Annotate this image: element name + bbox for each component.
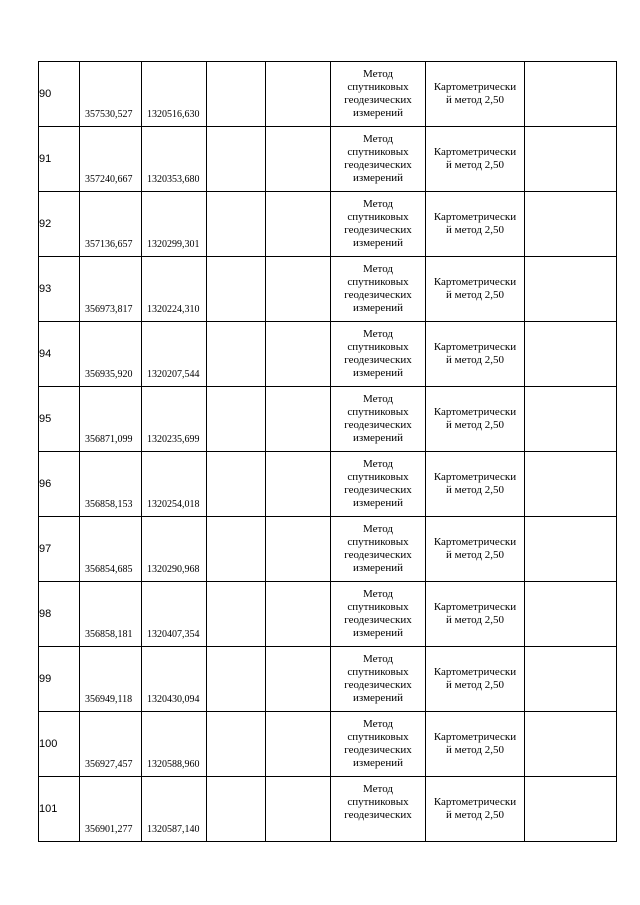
method-line: измерений <box>353 367 403 379</box>
method-cell <box>331 192 426 257</box>
method-cell <box>331 452 426 517</box>
coord-x-cell <box>80 127 142 192</box>
precision-line: й метод 2,50 <box>446 809 504 821</box>
empty-cell <box>207 322 266 387</box>
precision-line: Картометрически <box>433 406 517 418</box>
method-line: измерений <box>353 497 403 509</box>
method-line: спутниковых <box>347 211 409 223</box>
coord-x: 357240,667 <box>85 174 133 185</box>
empty-cell <box>266 62 331 127</box>
coord-x-cell <box>80 62 142 127</box>
empty-cell <box>207 712 266 777</box>
method-cell <box>331 647 426 712</box>
method-line: спутниковых <box>347 666 409 678</box>
point-number: 90 <box>39 62 80 127</box>
method-line: измерений <box>353 107 403 119</box>
precision-line: й метод 2,50 <box>446 679 504 691</box>
precision-cell <box>426 127 525 192</box>
empty-cell <box>525 777 617 842</box>
empty-cell <box>207 647 266 712</box>
table-row <box>39 582 617 647</box>
method-line: геодезических <box>344 354 412 366</box>
method-line: спутниковых <box>347 341 409 353</box>
empty-cell <box>266 712 331 777</box>
precision-line: Картометрически <box>433 276 517 288</box>
empty-cell <box>207 387 266 452</box>
point-number: 95 <box>39 387 80 452</box>
precision-cell <box>426 322 525 387</box>
empty-cell <box>207 582 266 647</box>
method-line: Метод <box>363 458 393 470</box>
empty-cell <box>525 647 617 712</box>
coord-x-cell <box>80 777 142 842</box>
coord-y: 1320588,960 <box>147 759 200 770</box>
method-line: измерений <box>353 302 403 314</box>
coord-x: 356973,817 <box>85 304 133 315</box>
table-row <box>39 192 617 257</box>
coord-x: 356901,277 <box>85 824 133 835</box>
point-number: 93 <box>39 257 80 322</box>
coord-y-cell <box>142 777 207 842</box>
coord-x-cell <box>80 712 142 777</box>
coord-y: 1320407,354 <box>147 629 200 640</box>
method-line: спутниковых <box>347 796 409 808</box>
method-line: Метод <box>363 133 393 145</box>
empty-cell <box>207 452 266 517</box>
empty-cell <box>525 712 617 777</box>
method-line: спутниковых <box>347 81 409 93</box>
precision-line: Картометрически <box>433 146 517 158</box>
method-line: спутниковых <box>347 406 409 418</box>
method-cell <box>331 387 426 452</box>
empty-cell <box>266 322 331 387</box>
empty-cell <box>207 777 266 842</box>
coord-x-cell <box>80 257 142 322</box>
point-number: 94 <box>39 322 80 387</box>
coord-y-cell <box>142 517 207 582</box>
precision-line: Картометрически <box>433 471 517 483</box>
empty-cell <box>525 257 617 322</box>
method-line: Метод <box>363 523 393 535</box>
precision-line: Картометрически <box>433 796 517 808</box>
empty-cell <box>207 257 266 322</box>
method-line: геодезических <box>344 289 412 301</box>
coord-x-cell <box>80 647 142 712</box>
method-line: Метод <box>363 783 393 795</box>
method-line: измерений <box>353 757 403 769</box>
method-line: спутниковых <box>347 146 409 158</box>
coord-y-cell <box>142 452 207 517</box>
empty-cell <box>207 127 266 192</box>
empty-cell <box>266 777 331 842</box>
precision-line: Картометрически <box>433 731 517 743</box>
empty-cell <box>525 387 617 452</box>
method-line: геодезических <box>344 94 412 106</box>
table-row <box>39 62 617 127</box>
point-number: 99 <box>39 647 80 712</box>
precision-cell <box>426 387 525 452</box>
coord-y-cell <box>142 127 207 192</box>
method-line: Метод <box>363 718 393 730</box>
empty-cell <box>207 192 266 257</box>
point-number: 101 <box>39 777 80 842</box>
coord-x: 356927,457 <box>85 759 133 770</box>
coord-x-cell <box>80 517 142 582</box>
precision-cell <box>426 62 525 127</box>
point-number: 91 <box>39 127 80 192</box>
precision-line: Картометрически <box>433 211 517 223</box>
coord-y-cell <box>142 387 207 452</box>
table-row <box>39 647 617 712</box>
method-line: измерений <box>353 172 403 184</box>
empty-cell <box>525 322 617 387</box>
precision-cell <box>426 452 525 517</box>
empty-cell <box>525 452 617 517</box>
empty-cell <box>207 62 266 127</box>
method-line: измерений <box>353 432 403 444</box>
table-row <box>39 517 617 582</box>
coord-y-cell <box>142 62 207 127</box>
empty-cell <box>525 62 617 127</box>
precision-line: й метод 2,50 <box>446 159 504 171</box>
method-line: спутниковых <box>347 471 409 483</box>
coord-y-cell <box>142 257 207 322</box>
coord-y: 1320207,544 <box>147 369 200 380</box>
method-line: измерений <box>353 627 403 639</box>
empty-cell <box>266 387 331 452</box>
table-row <box>39 387 617 452</box>
method-line: спутниковых <box>347 276 409 288</box>
coord-y-cell <box>142 582 207 647</box>
precision-line: й метод 2,50 <box>446 354 504 366</box>
method-line: Метод <box>363 588 393 600</box>
method-line: Метод <box>363 263 393 275</box>
method-cell <box>331 257 426 322</box>
method-cell <box>331 127 426 192</box>
empty-cell <box>525 582 617 647</box>
coord-y: 1320430,094 <box>147 694 200 705</box>
precision-cell <box>426 582 525 647</box>
empty-cell <box>266 452 331 517</box>
coordinates-table-body <box>39 62 617 842</box>
coord-y: 1320254,018 <box>147 499 200 510</box>
precision-cell <box>426 517 525 582</box>
precision-cell <box>426 257 525 322</box>
coord-x-cell <box>80 582 142 647</box>
coord-y: 1320587,140 <box>147 824 200 835</box>
coord-x: 356858,153 <box>85 499 133 510</box>
table-row <box>39 257 617 322</box>
coord-y-cell <box>142 192 207 257</box>
coord-x: 356854,685 <box>85 564 133 575</box>
precision-cell <box>426 647 525 712</box>
method-line: Метод <box>363 393 393 405</box>
method-line: геодезических <box>344 614 412 626</box>
empty-cell <box>266 517 331 582</box>
method-cell <box>331 777 426 842</box>
empty-cell <box>207 517 266 582</box>
coord-y: 1320353,680 <box>147 174 200 185</box>
table-row <box>39 712 617 777</box>
method-line: геодезических <box>344 549 412 561</box>
table-row <box>39 322 617 387</box>
precision-cell <box>426 777 525 842</box>
coord-y: 1320235,699 <box>147 434 200 445</box>
precision-line: й метод 2,50 <box>446 744 504 756</box>
precision-line: й метод 2,50 <box>446 484 504 496</box>
method-cell <box>331 712 426 777</box>
coord-x-cell <box>80 192 142 257</box>
point-number: 98 <box>39 582 80 647</box>
precision-cell <box>426 192 525 257</box>
coord-x: 356949,118 <box>85 694 133 705</box>
point-number: 92 <box>39 192 80 257</box>
empty-cell <box>525 192 617 257</box>
method-line: геодезических <box>344 159 412 171</box>
precision-line: й метод 2,50 <box>446 289 504 301</box>
method-line: геодезических <box>344 484 412 496</box>
method-line: Метод <box>363 198 393 210</box>
method-line: спутниковых <box>347 536 409 548</box>
coord-y-cell <box>142 322 207 387</box>
precision-line: Картометрически <box>433 341 517 353</box>
coord-x-cell <box>80 322 142 387</box>
coord-y-cell <box>142 647 207 712</box>
coord-x: 357530,527 <box>85 109 133 120</box>
point-number: 97 <box>39 517 80 582</box>
coord-x: 356871,099 <box>85 434 133 445</box>
table-row <box>39 452 617 517</box>
coord-x-cell <box>80 452 142 517</box>
method-line: геодезических <box>344 224 412 236</box>
empty-cell <box>266 582 331 647</box>
method-cell <box>331 62 426 127</box>
coord-y: 1320299,301 <box>147 239 200 250</box>
coord-x: 357136,657 <box>85 239 133 250</box>
precision-line: Картометрически <box>433 601 517 613</box>
empty-cell <box>266 647 331 712</box>
method-line: геодезических <box>344 679 412 691</box>
coord-y: 1320290,968 <box>147 564 200 575</box>
method-line: геодезических <box>344 744 412 756</box>
coord-y: 1320516,630 <box>147 109 200 120</box>
empty-cell <box>525 517 617 582</box>
method-cell <box>331 582 426 647</box>
precision-cell <box>426 712 525 777</box>
method-cell <box>331 517 426 582</box>
precision-line: й метод 2,50 <box>446 94 504 106</box>
point-number: 100 <box>39 712 80 777</box>
precision-line: й метод 2,50 <box>446 419 504 431</box>
method-line: измерений <box>353 692 403 704</box>
precision-line: Картометрически <box>433 81 517 93</box>
coord-x-cell <box>80 387 142 452</box>
coord-y-cell <box>142 712 207 777</box>
method-line: Метод <box>363 653 393 665</box>
method-line: геодезических <box>344 419 412 431</box>
empty-cell <box>525 127 617 192</box>
table-row <box>39 127 617 192</box>
precision-line: й метод 2,50 <box>446 614 504 626</box>
method-line: спутниковых <box>347 731 409 743</box>
table-row <box>39 777 617 842</box>
precision-line: Картометрически <box>433 536 517 548</box>
method-line: Метод <box>363 328 393 340</box>
coord-x: 356858,181 <box>85 629 133 640</box>
coord-x: 356935,920 <box>85 369 133 380</box>
precision-line: й метод 2,50 <box>446 549 504 561</box>
empty-cell <box>266 192 331 257</box>
precision-line: й метод 2,50 <box>446 224 504 236</box>
method-line: геодезических <box>344 809 412 821</box>
empty-cell <box>266 257 331 322</box>
precision-line: Картометрически <box>433 666 517 678</box>
coord-y: 1320224,310 <box>147 304 200 315</box>
point-number: 96 <box>39 452 80 517</box>
empty-cell <box>266 127 331 192</box>
method-cell <box>331 322 426 387</box>
method-line: измерений <box>353 562 403 574</box>
method-line: Метод <box>363 68 393 80</box>
method-line: спутниковых <box>347 601 409 613</box>
method-line: измерений <box>353 237 403 249</box>
coordinates-table <box>38 61 617 842</box>
